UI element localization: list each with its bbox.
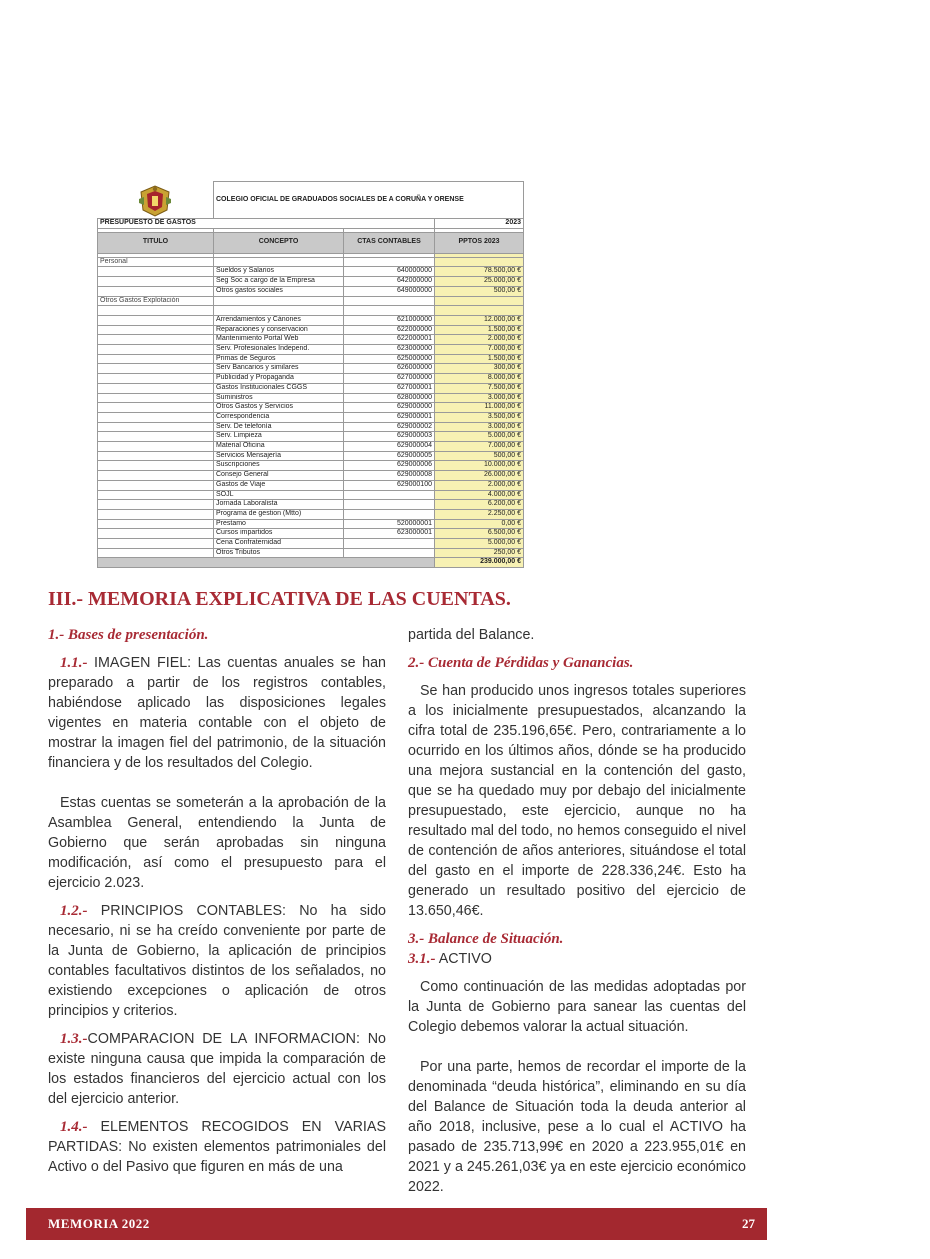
ppto-cell: 3.000,00 €	[435, 422, 524, 432]
right-column	[408, 625, 746, 1197]
blank-cell	[435, 257, 524, 267]
concepto-cell: Serv. Limpieza	[214, 432, 344, 442]
titulo-cell	[98, 432, 214, 442]
ppto-cell: 2.000,00 €	[435, 480, 524, 490]
titulo-cell	[98, 383, 214, 393]
table-row	[98, 519, 524, 529]
cta-cell: 640000000	[344, 267, 435, 277]
concepto-cell: Serv. Profesionales Independ.	[214, 345, 344, 355]
titulo-cell	[98, 267, 214, 277]
titulo-cell	[98, 412, 214, 422]
cta-cell: 629000008	[344, 471, 435, 481]
titulo-cell	[98, 509, 214, 519]
blank-cell	[435, 306, 524, 316]
table-row	[98, 451, 524, 461]
paragraph-1-1	[48, 653, 386, 773]
titulo-cell	[98, 335, 214, 345]
paragraph-3-1: Como continuación de las medidas adoptadas por la Junta de Gobierno para sanear las cuentas del Colegio debemos valorar la actual situación.	[408, 979, 746, 1035]
cta-cell: 623000000	[344, 345, 435, 355]
blank-cell	[98, 306, 214, 316]
concepto-cell: Mantenimiento Portal Web	[214, 335, 344, 345]
ppto-cell: 2.000,00 €	[435, 335, 524, 345]
concepto-cell: Publicidad y Propaganda	[214, 374, 344, 384]
titulo-cell	[98, 354, 214, 364]
concepto-cell: Serv Bancarios y similares	[214, 364, 344, 374]
ppto-cell: 3.500,00 €	[435, 412, 524, 422]
ppto-cell: 2.250,00 €	[435, 509, 524, 519]
cta-cell	[344, 548, 435, 558]
blank-cell	[344, 296, 435, 306]
titulo-cell	[98, 325, 214, 335]
budget-grid	[97, 181, 524, 568]
ppto-cell: 1.500,00 €	[435, 354, 524, 364]
num-1-4: 1.4.-	[60, 1119, 88, 1135]
page-number: 27	[742, 1216, 755, 1231]
cta-cell: 629000100	[344, 480, 435, 490]
paragraph-1-2	[48, 901, 386, 1021]
ppto-cell: 7.500,00 €	[435, 383, 524, 393]
cta-cell: 627000000	[344, 374, 435, 384]
section-1-heading-text: 1.- Bases de presentación.	[48, 627, 209, 643]
ppto-cell: 26.000,00 €	[435, 471, 524, 481]
cta-cell: 649000000	[344, 286, 435, 296]
cta-cell: 629000000	[344, 403, 435, 413]
table-row	[98, 471, 524, 481]
ppto-cell: 6.200,00 €	[435, 500, 524, 510]
titulo-cell	[98, 461, 214, 471]
section-title: Personal	[98, 257, 214, 267]
ppto-cell: 5.000,00 €	[435, 432, 524, 442]
ppto-cell: 250,00 €	[435, 548, 524, 558]
titulo-cell	[98, 286, 214, 296]
table-row	[98, 403, 524, 413]
page-footer	[26, 1208, 767, 1240]
col-header-concepto: CONCEPTO	[214, 232, 344, 253]
cta-cell	[344, 500, 435, 510]
paragraph-1-3	[48, 1029, 386, 1109]
concepto-cell: Otros Tributos	[214, 548, 344, 558]
table-row	[98, 374, 524, 384]
label-3-1: ACTIVO	[438, 951, 492, 967]
concepto-cell: Sueldos y Salarios	[214, 267, 344, 277]
titulo-cell	[98, 345, 214, 355]
titulo-cell	[98, 548, 214, 558]
table-row	[98, 354, 524, 364]
section-3-heading-text: 3.- Balance de Situación.	[408, 931, 564, 947]
cta-cell: 623000001	[344, 529, 435, 539]
text-1-4: ELEMENTOS RECOGIDOS EN VARIAS PARTIDAS: No existen elementos patrimoniales del Activo o del Pasivo que figuren en más de una	[48, 1119, 386, 1175]
cta-cell: 629000005	[344, 451, 435, 461]
concepto-cell: Gastos Institucionales CGGS	[214, 383, 344, 393]
text-1-2: PRINCIPIOS CONTABLES: No ha sido necesario, ni se ha creído conveniente por parte de la Junta de Gobierno, la aplicación de principios contables facultativos distintos de los señalados, no existiendo excepciones o aplicación de otros principios y criterios.	[48, 903, 386, 1019]
ppto-cell: 5.000,00 €	[435, 539, 524, 549]
blank-cell	[214, 306, 344, 316]
table-row	[98, 315, 524, 325]
table-row	[98, 442, 524, 452]
concepto-cell: Suscripciones	[214, 461, 344, 471]
table-row	[98, 364, 524, 374]
blank-cell	[344, 306, 435, 316]
table-row	[98, 286, 524, 296]
concepto-cell: Cursos impartidos	[214, 529, 344, 539]
titulo-cell	[98, 529, 214, 539]
cta-cell	[344, 539, 435, 549]
concepto-cell: Cena Confraternidad	[214, 539, 344, 549]
table-row	[98, 412, 524, 422]
cta-cell: 628000000	[344, 393, 435, 403]
cta-cell: 629000004	[344, 442, 435, 452]
cta-cell: 520000001	[344, 519, 435, 529]
concepto-cell: Seg Soc a cargo de la Empresa	[214, 277, 344, 287]
blank-cell	[344, 257, 435, 267]
table-row	[98, 490, 524, 500]
footer-label: MEMORIA 2022	[48, 1216, 150, 1231]
table-row	[98, 548, 524, 558]
ppto-cell: 10.000,00 €	[435, 461, 524, 471]
paragraph-3-1-b: Por una parte, hemos de recordar el importe de la denominada “deuda histórica”, eliminando en su día del Balance de Situación toda la deuda anterior al año 2018, inclusive, pese a lo cual el ACTIVO ha pasado de 235.713,99€ en 2020 a 223.955,01€ en 2021 y a 245.261,03€ ya en este ejercicio económico 2022.	[408, 1059, 746, 1195]
subsection-3-1	[408, 949, 746, 969]
paragraph-2: Se han producido unos ingresos totales superiores a los inicialmente presupuestados, alcanzando la cifra total de 235.196,65€. Pero, contrariamente a lo ocurrido en los últimos años, dónde se ha producido una mejora sustancial en la contención del gasto, que se ha quedado muy por debajo del inicialmente presupuestado, este ejercicio, aunque no ha resultado mal del todo, no hemos conseguido el nivel de contención de años anteriores, situándose el total del gasto en el importe de 228.336,24€. Esto ha generado un resultado positivo del ejercicio de 13.650,46€.	[408, 683, 746, 919]
titulo-cell	[98, 277, 214, 287]
blank-cell	[435, 296, 524, 306]
concepto-cell: Gastos de Viaje	[214, 480, 344, 490]
ppto-cell: 11.000,00 €	[435, 403, 524, 413]
paragraph-1-1-b: Estas cuentas se someterán a la aprobación de la Asamblea General, entendiendo la Junta de Gobierno que serán aprobadas sin ninguna modificación, así como el presupuesto para el ejercicio 2.023.	[48, 795, 386, 891]
titulo-cell	[98, 471, 214, 481]
table-row	[98, 500, 524, 510]
header-row	[98, 182, 524, 219]
budget-year: 2023	[435, 219, 524, 229]
table-row	[98, 267, 524, 277]
cta-cell: 622000000	[344, 325, 435, 335]
cta-cell: 625000000	[344, 354, 435, 364]
section-3-heading	[408, 929, 746, 949]
num-1-2: 1.2.-	[60, 903, 88, 919]
section-row	[98, 257, 524, 267]
concepto-cell: Correspondencia	[214, 412, 344, 422]
table-row	[98, 480, 524, 490]
organization-name: COLEGIO OFICIAL DE GRADUADOS SOCIALES DE A CORUÑA Y ORENSE	[214, 182, 524, 219]
table-row	[98, 539, 524, 549]
num-1-3: 1.3.-	[60, 1031, 88, 1047]
ppto-cell: 300,00 €	[435, 364, 524, 374]
paragraph-1-4	[48, 1117, 386, 1177]
logo-cell	[98, 182, 214, 219]
cta-cell: 627000001	[344, 383, 435, 393]
blank-row	[98, 306, 524, 316]
cta-cell: 621000000	[344, 315, 435, 325]
col-header-ctas: CTAS CONTABLES	[344, 232, 435, 253]
num-1-1: 1.1.-	[60, 655, 88, 671]
cta-cell: 629000002	[344, 422, 435, 432]
table-row	[98, 461, 524, 471]
table-row	[98, 277, 524, 287]
ppto-cell: 7.000,00 €	[435, 345, 524, 355]
concepto-cell: Reparaciones y conservacion	[214, 325, 344, 335]
section-1-heading	[48, 625, 386, 645]
cta-cell	[344, 490, 435, 500]
titulo-cell	[98, 519, 214, 529]
college-crest-icon	[136, 183, 174, 218]
paragraph-1-4-cont: partida del Balance.	[408, 627, 535, 643]
titulo-cell	[98, 442, 214, 452]
concepto-cell: Consejo General	[214, 471, 344, 481]
budget-table	[97, 181, 523, 568]
ppto-cell: 25.000,00 €	[435, 277, 524, 287]
concepto-cell: Otros Gastos y Servicios	[214, 403, 344, 413]
concepto-cell: Prestamo	[214, 519, 344, 529]
titulo-cell	[98, 403, 214, 413]
titulo-cell	[98, 451, 214, 461]
ppto-cell: 8.000,00 €	[435, 374, 524, 384]
ppto-cell: 4.000,00 €	[435, 490, 524, 500]
cta-cell	[344, 509, 435, 519]
ppto-cell: 500,00 €	[435, 451, 524, 461]
blank-cell	[214, 257, 344, 267]
table-row	[98, 345, 524, 355]
ppto-cell: 3.000,00 €	[435, 393, 524, 403]
titulo-cell	[98, 490, 214, 500]
titulo-cell	[98, 422, 214, 432]
section-2-heading	[408, 653, 746, 673]
concepto-cell: Servicios Mensajería	[214, 451, 344, 461]
cta-cell: 629000006	[344, 461, 435, 471]
section-title: Otros Gastos Explotación	[98, 296, 214, 306]
budget-label-row	[98, 219, 524, 229]
titulo-cell	[98, 364, 214, 374]
cta-cell: 622000001	[344, 335, 435, 345]
ppto-cell: 6.500,00 €	[435, 529, 524, 539]
text-1-1: IMAGEN FIEL: Las cuentas anuales se han preparado a partir de los registros contables, habiéndose aplicado las disposiciones legales vigentes en materia contable con el objeto de mostrar la imagen fiel del patrimonio, de la situación financiera y de los resultados del Colegio.	[48, 655, 386, 771]
cta-cell: 629000003	[344, 432, 435, 442]
concepto-cell: Serv. De telefonía	[214, 422, 344, 432]
concepto-cell: Suministros	[214, 393, 344, 403]
budget-label: PRESUPUESTO DE GASTOS	[98, 219, 435, 229]
concepto-cell: SOJL	[214, 490, 344, 500]
ppto-cell: 12.000,00 €	[435, 315, 524, 325]
cta-cell: 629000001	[344, 412, 435, 422]
memoria-title: III.- MEMORIA EXPLICATIVA DE LAS CUENTAS.	[48, 588, 511, 610]
total-value: 239.000,00 €	[435, 558, 524, 568]
concepto-cell: Arrendamientos y Cánones	[214, 315, 344, 325]
table-row	[98, 509, 524, 519]
table-row	[98, 422, 524, 432]
column-header-row	[98, 232, 524, 253]
titulo-cell	[98, 539, 214, 549]
section-row	[98, 296, 524, 306]
cta-cell: 642000000	[344, 277, 435, 287]
table-row	[98, 335, 524, 345]
table-row	[98, 325, 524, 335]
titulo-cell	[98, 393, 214, 403]
ppto-cell: 1.500,00 €	[435, 325, 524, 335]
concepto-cell: Programa de gestion (Mtto)	[214, 509, 344, 519]
table-row	[98, 383, 524, 393]
concepto-cell: Material Oficina	[214, 442, 344, 452]
text-1-3: COMPARACION DE LA INFORMACION: No existe ninguna causa que impida la comparación de los estados financieros del ejercicio actual con los del ejercicio anterior.	[48, 1031, 386, 1107]
titulo-cell	[98, 480, 214, 490]
concepto-cell: Otros gastos sociales	[214, 286, 344, 296]
col-header-titulo: TITULO	[98, 232, 214, 253]
blank-cell	[214, 296, 344, 306]
left-column	[48, 625, 386, 1177]
cta-cell: 626000000	[344, 364, 435, 374]
total-spacer	[98, 558, 435, 568]
titulo-cell	[98, 315, 214, 325]
titulo-cell	[98, 374, 214, 384]
section-2-heading-text: 2.- Cuenta de Pérdidas y Ganancias.	[408, 655, 634, 671]
ppto-cell: 500,00 €	[435, 286, 524, 296]
num-3-1: 3.1.-	[408, 951, 436, 967]
concepto-cell: Jornada Laboralista	[214, 500, 344, 510]
concepto-cell: Primas de Seguros	[214, 354, 344, 364]
col-header-pptos: PPTOS 2023	[435, 232, 524, 253]
ppto-cell: 7.000,00 €	[435, 442, 524, 452]
total-row	[98, 558, 524, 568]
titulo-cell	[98, 500, 214, 510]
table-row	[98, 529, 524, 539]
ppto-cell: 0,00 €	[435, 519, 524, 529]
table-row	[98, 432, 524, 442]
ppto-cell: 78.500,00 €	[435, 267, 524, 277]
table-row	[98, 393, 524, 403]
